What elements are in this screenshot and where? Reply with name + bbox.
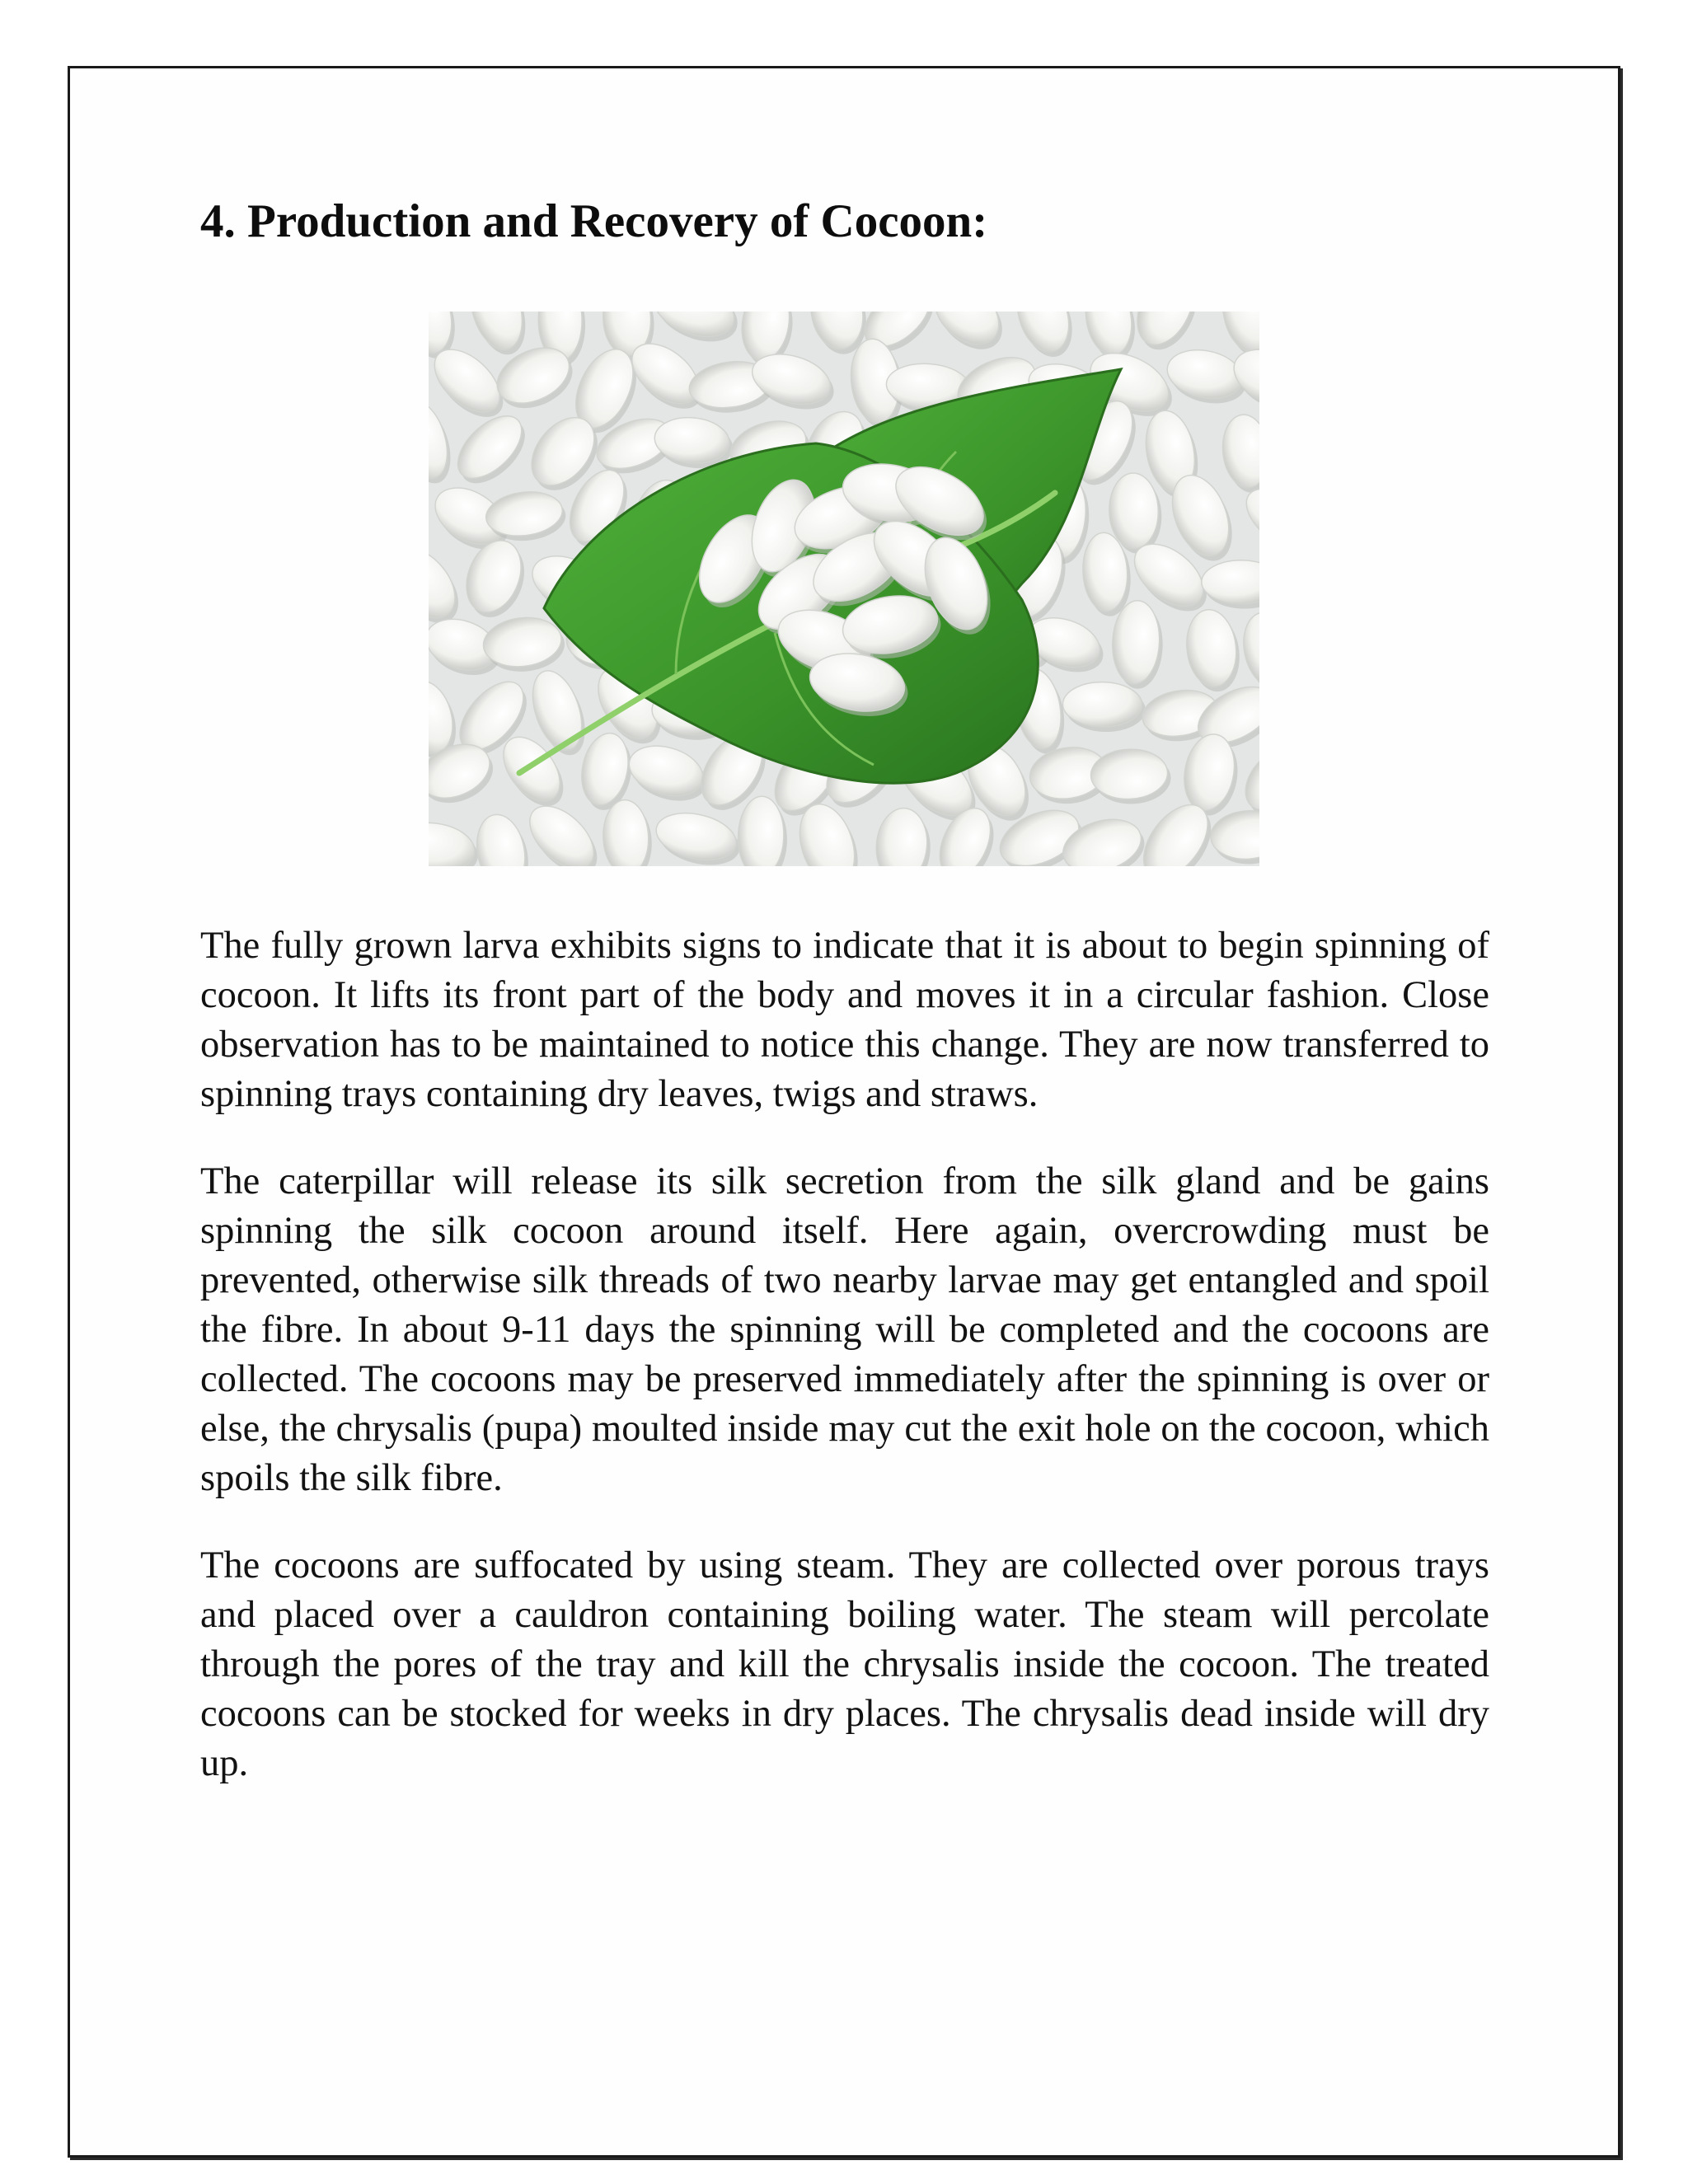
paragraph-1: The fully grown larva exhibits signs to indicate that it is about to begin spinning of cocoon. It lifts its front part of the body and moves it in a circular fashion. Close observation has to be maintained to notice this change. They are now transferred to spinning trays containing dry leaves, twigs and straws.: [200, 925, 1489, 1115]
cocoons-on-mulberry-leaf-image: [429, 312, 1259, 866]
paragraph-3: The cocoons are suffocated by using steam. They are collected over porous trays and placed over a cauldron containing boiling water. The steam will percolate through the pores of the tray and kill the chrysalis inside the cocoon. The treated cocoons can be stocked for weeks in dry places. The chrysalis dead inside will dry up.: [200, 1544, 1489, 1784]
body-text: [200, 921, 1489, 1826]
cocoon: [1062, 682, 1142, 728]
paragraph-2: The caterpillar will release its silk secretion from the silk gland and be gains spinning the silk cocoon around itself. Here again, overcrowding must be prevented, otherwise silk threads of two nearby larvae may get entangled and spoil the fibre. In about 9-11 days the spinning will be completed and the cocoons are collected. The cocoons may be preserved immediately after the spinning is over or else, the chrysalis (pupa) moulted inside may cut the exit hole on the cocoon, which spoils the silk fibre.: [200, 1160, 1489, 1499]
section-heading: 4. Production and Recovery of Cocoon:: [200, 195, 988, 247]
